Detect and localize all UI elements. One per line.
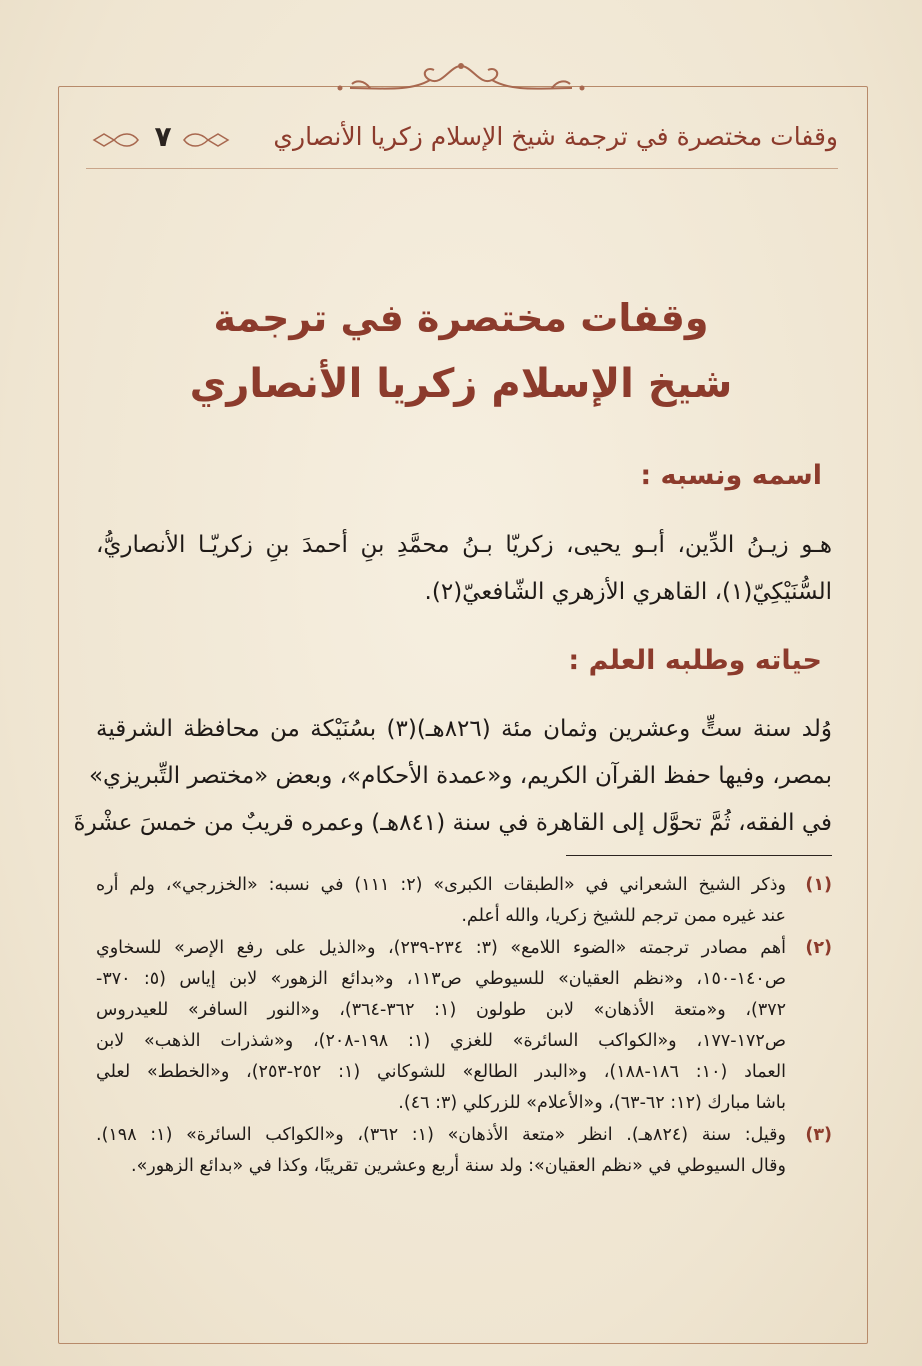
footnote-line: وقيل: سنة (٨٢٤هـ). انظر «متعة الأذهان» (١: ٣٦٢)، و«الكواكب السائرة» (١: ١٩٨).: [96, 1125, 786, 1145]
footnote-number: (٣): [805, 1125, 832, 1145]
footnote-line: أهم مصادر ترجمته «الضوء اللامع» (٣: ٢٣٤-٢٣٩)، و«الذيل على رفع الإصر» للسخاوي: [96, 938, 786, 958]
header-rule: [86, 168, 838, 169]
paragraph-line: وُلد سنة ستٍّ وعشرين وثمان مئة (٨٢٦هـ)(٣) بسُنَيْكة من محافظة الشرقية: [96, 716, 832, 742]
footnote-separator: [566, 855, 832, 856]
section-heading-name-lineage: اسمه ونسبه :: [640, 460, 822, 491]
footnote-1: [96, 870, 832, 932]
paragraph-line: في الفقه، ثُمَّ تحوَّل إلى القاهرة في سنة (٨٤١هـ) وعمره قريبٌ من خمسَ عشْرةَ: [73, 810, 832, 836]
footnote-line: ص١٧٢-١٧٧، و«الكواكب السائرة» للغزي (١: ١٩٨-٢٠٨)، و«شذرات الذهب» لابن: [96, 1031, 786, 1051]
footnote-line: ٣٧٢)، و«متعة الأذهان» لابن طولون (١: ٣٦٢-٣٦٤)، و«النور السافر» للعيدروس: [96, 1000, 787, 1020]
footnote-number: (١): [805, 875, 832, 895]
chapter-title-line-2: شيخ الإسلام زكريا الأنصاري: [189, 361, 733, 407]
page-number-ornament: [86, 120, 236, 160]
chapter-title: [100, 288, 822, 420]
footnote-line: عند غيره ممن ترجم للشيخ زكريا، والله أعلم.: [461, 906, 786, 926]
paragraph-line: بمصر، وفيها حفظ القرآن الكريم، و«عمدة الأحكام»، وبعض «مختصر التِّبريزي»: [88, 763, 832, 789]
section-heading-life-study: حياته وطلبه العلم :: [568, 645, 822, 676]
footnote-number: (٢): [805, 938, 832, 958]
footnote-line: باشا مبارك (١٢: ٦٢-٦٣)، و«الأعلام» للزركلي (٣: ٤٦).: [398, 1093, 786, 1113]
footnote-2: [96, 933, 832, 1119]
footnote-3: [96, 1120, 832, 1182]
paragraph-life-study: [73, 706, 832, 847]
footnote-line: العماد (١٠: ١٨٦-١٨٨)، و«البدر الطالع» للشوكاني (١: ٢٥٢-٢٥٣)، و«الخطط» لعلي: [96, 1062, 786, 1082]
footnotes: [96, 870, 832, 1183]
paragraph-name-lineage: [96, 522, 832, 616]
footnote-line: وذكر الشيخ الشعراني في «الطبقات الكبرى» (٢: ١١١) في نسبه: «الخزرجي»، ولم أره: [96, 875, 787, 895]
chapter-title-line-1: وقفات مختصرة في ترجمة: [213, 296, 709, 340]
page-number: ٧: [154, 120, 172, 153]
top-scroll-ornament-icon: [330, 58, 592, 98]
footnote-line: ص١٤٠-١٥٠، و«نظم العقيان» للسيوطي ص١١٣، و«بدائع الزهور» لابن إياس (٥: ٣٧٠-: [96, 969, 786, 989]
paragraph-line: السُّنَيْكِيّ(١)، القاهري الأزهري الشّافعيّ(٢).: [424, 579, 832, 605]
paragraph-line: هـو زيـنُ الدِّين، أبـو يحيى، زكريّا بـنُ محمَّدِ بنِ أحمدَ بنِ زكريّـا الأنصاريُّ،: [96, 532, 832, 558]
running-header: [86, 118, 838, 168]
footnote-line: وقال السيوطي في «نظم العقيان»: ولد سنة أربع وعشرين تقريبًا، وكذا في «بدائع الزهور».: [131, 1156, 786, 1176]
running-title: وقفات مختصرة في ترجمة شيخ الإسلام زكريا الأنصاري: [273, 122, 838, 151]
